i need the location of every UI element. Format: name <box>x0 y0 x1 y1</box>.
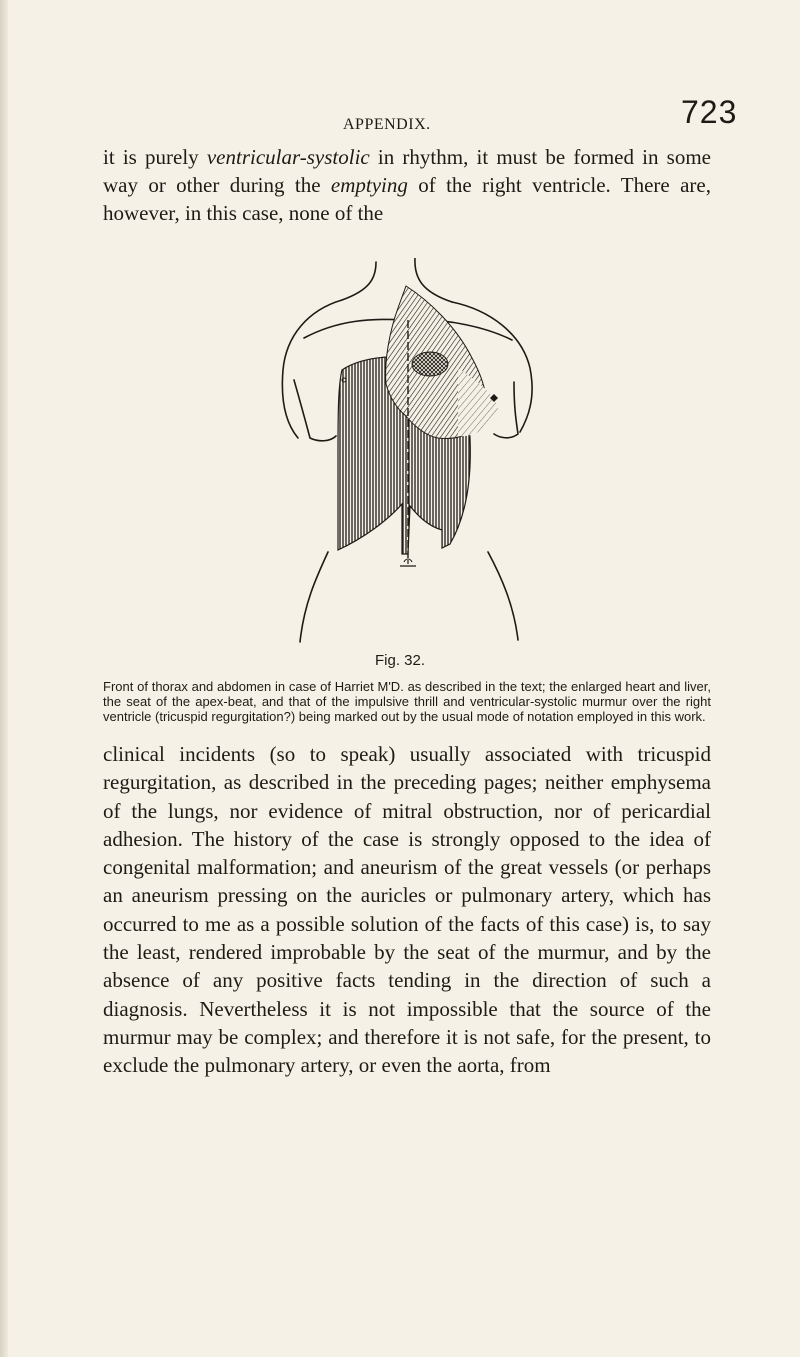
paragraph-bottom: clinical incidents (so to speak) usually associated with tricuspid regurgitation, as described in the preceding pages; neither emphysema of the lungs, nor evidence of mitral obstruction, nor of pericardial adhesion. The history of the case is strongly opposed to the idea of congenital malformation; and aneurism of the great vessels (or perhaps an aneurism pressing on the auricles or pulmonary artery, which has occurred to me as a possible solution of the facts of this case) is, to say the least, rendered improbable by the seat of the murmur, and by the absence of any positive facts tending in the direction of such a diagnosis. Nevertheless it is not impossible that the source of the murmur may be complex; and therefore it is not safe, for the present, to exclude the pulmonary artery, or even the aorta, from <box>103 742 711 1078</box>
umbilicus-mark <box>400 560 416 566</box>
figure-caption: Front of thorax and abdomen in case of Harriet M'D. as described in the text; the enlarged heart and liver, the seat of the apex-beat, and that of the impulsive thrill and ventricular-systolic murmur over the right ventricle (tricuspid regurgitation?) being marked out by the usual mode of notation employed in this work. <box>103 679 711 724</box>
italic-run: emptying <box>330 173 408 198</box>
page-header <box>0 84 800 134</box>
page-number: 723 <box>681 94 738 130</box>
italic-run: ventricular-systolic <box>206 145 370 169</box>
neck-left-outline <box>342 262 376 300</box>
left-flank-outline <box>300 552 328 642</box>
right-axilla <box>494 382 518 438</box>
right-flank-outline <box>488 552 518 640</box>
thorax-figure <box>258 258 558 648</box>
text-run: of the right ventricle. There are, however, in this case, none of the <box>103 173 711 226</box>
text-run: it is purely <box>103 145 207 169</box>
murmur-region <box>412 352 448 376</box>
page-edge <box>0 0 8 1357</box>
left-shoulder-outline <box>282 300 342 438</box>
neck-right-outline <box>415 258 452 302</box>
paragraph-top <box>103 143 711 228</box>
thorax-diagram <box>258 258 558 648</box>
text-run: in rhythm, it must be formed in some way or other during the <box>103 145 712 198</box>
running-head: APPENDIX. <box>343 116 431 133</box>
figure-label: Fig. 32. <box>374 652 426 669</box>
left-axilla <box>294 380 336 441</box>
